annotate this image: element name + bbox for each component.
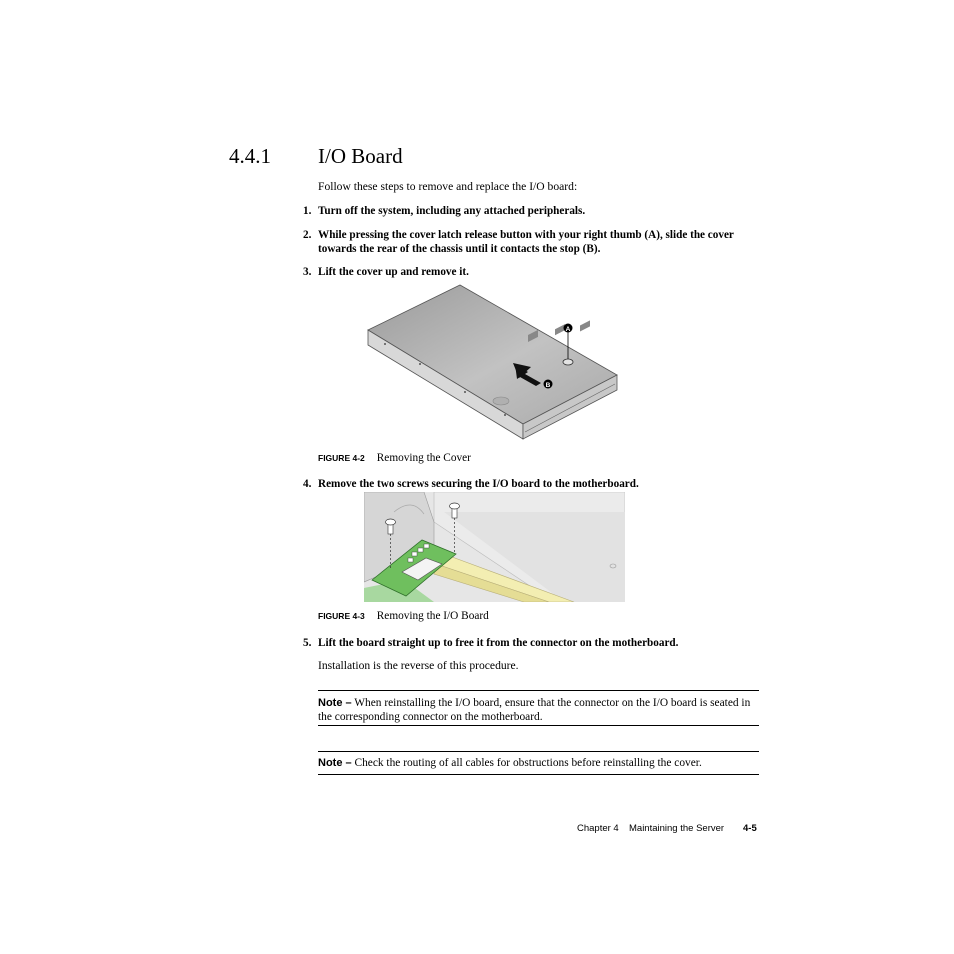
step-number: 1. [303,205,312,217]
callout-b-label: B [545,382,551,389]
section-number: 4.4.1 [229,144,271,168]
step-4 [303,477,763,491]
figure-removing-cover [365,282,620,442]
note-label: Note – [318,697,352,709]
step-text: Lift the cover up and remove it. [318,266,469,278]
step-number: 4. [303,478,312,490]
figure-removing-io-board [364,492,625,602]
closing-text: Installation is the reverse of this procedure. [318,659,519,672]
note-text: When reinstalling the I/O board, ensure that the connector on the I/O board is seated in the corresponding connector on the motherboard. [318,697,751,723]
step-3 [303,265,763,279]
figure-label: FIGURE 4-2 [318,453,365,463]
latch-button-icon [563,359,573,365]
intro-text: Follow these steps to remove and replace the I/O board: [318,180,578,193]
figure-caption [318,448,471,466]
note-label: Note – [318,757,352,769]
step-number: 5. [303,637,312,649]
figure-caption-text: Removing the I/O Board [376,610,489,622]
page-number: 4-5 [743,823,757,834]
step-text: Remove the two screws securing the I/O board to the motherboard. [318,478,639,490]
step-text: While pressing the cover latch release button with your right thumb (A), slide the cover towards the rear of the chassis until it contacts the stop (B). [318,229,734,255]
step-number: 2. [303,229,312,241]
footer-chapter: Chapter 4 [577,823,619,834]
step-2 [303,228,758,256]
figure-label: FIGURE 4-3 [318,611,365,621]
figure-caption [318,606,489,624]
step-1 [303,204,763,218]
callout-a-label: A [565,326,571,333]
step-text: Lift the board straight up to free it from the connector on the motherboard. [318,637,679,649]
footer-title: Maintaining the Server [629,823,725,834]
note-box [318,751,759,775]
figure-caption-text: Removing the Cover [376,452,471,464]
note-text: Check the routing of all cables for obstructions before reinstalling the cover. [354,757,702,769]
step-5 [303,636,763,650]
section-title: I/O Board [318,144,403,168]
step-text: Turn off the system, including any attached peripherals. [318,205,586,217]
note-box [318,690,759,726]
step-number: 3. [303,266,312,278]
